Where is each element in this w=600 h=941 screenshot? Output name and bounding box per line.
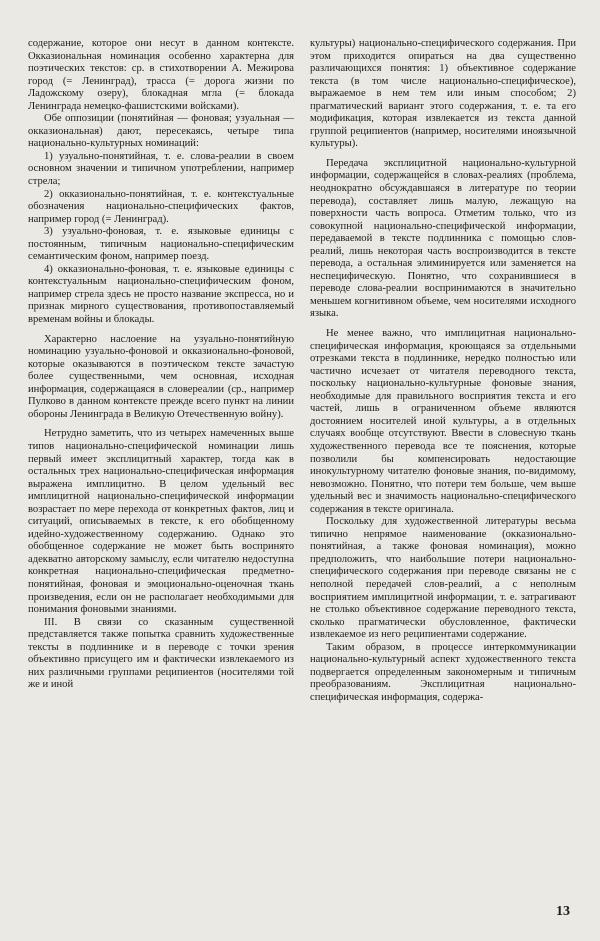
paragraph: 2) окказионально-понятийная, т. е. контекстуальные обозначения национально-специфических фактов, например город (= Ленинград). xyxy=(28,188,294,225)
paragraph: 1) узуально-понятийная, т. е. слова-реалии в своем основном значении и типичном употреблении, например стрела; xyxy=(28,150,294,188)
left-column xyxy=(28,38,294,704)
text-columns xyxy=(28,38,576,704)
paragraph: Таким образом, в процессе интеркоммуникации национально-культурный аспект художественного текста подвергается определенным закономерным и типичным преобразованиям. Эксплицитная национально-специфическая информация, содержа- xyxy=(310,641,576,703)
paragraph: Нетрудно заметить, что из четырех намеченных выше типов национально-специфической номинации лишь первый имеет эксплицитный характер, тогда как в остальных трех национально-специфическая информация выражена имплицитно. В целом удельный вес имплицитной национально-специфической информации возрастает по мере перехода от конкретных фактов, лиц и ситуаций, описываемых в тексте, к его обобщенному идейно-художественному содержанию. Однако это обобщенное содержание не может быть воспринято адекватно авторскому замыслу, если читателю недоступна конкретная национально-специфическая предметно-понятийная, фоновая и эмоционально-оценочная ткань произведения, если он не располагает необходимыми для понимания фоновыми знаниями. xyxy=(28,428,294,616)
paragraph: Не менее важно, что имплицитная национально-специфическая информация, кроющаяся за отдельными отрезками текста в подлиннике, нередко полностью или частично исчезает от читателя переводного текста, поскольку национально-культурные фоновые знания, необходимые для правильного восприятия текста и его частей, лишь в ограниченном объеме являются достоянием носителей иной культуры, а в отдельных случаях вообще отсутствуют. Ввести в словесную ткань художественного перевода все те пояснения, которые позволили бы компенсировать недостающие инокультурному читателю фоновые знания, по-видимому, невозможно. Понятно, что потери тем больше, чем выше удельный вес и значимость национально-специфического содержания в тексте оригинала. xyxy=(310,328,576,515)
paragraph: Передача эксплицитной национально-культурной информации, содержащейся в словах-реалиях (проблема, неоднократно обсуждавшаяся в литературе по теории перевода), составляет лишь малую, лежащую на поверхности часть вопроса. Отметим только, что из совокупной национально-специфической информации, передаваемой в тексте подлинника с помощью слов-реалий, лишь некоторая часть воспроизводится в тексте перевода, а остальная элиминируется или заменяется на неспецифическую. Понятно, что сохранившиеся в переводе слова-реалии воспринимаются в значительно меньшем когнитивном объеме, чем носителями исходного языка. xyxy=(310,157,576,320)
paragraph: III. В связи со сказанным существенной представляется также попытка сравнить художественные тексты в подлиннике и в переводе с точки зрения объективно присущего им и фактически извлекаемого из них различными группами реципиентов (носителями той же и иной xyxy=(28,616,294,691)
paragraph: Обе оппозиции (понятийная — фоновая; узуальная — окказиональная) дают, пересекаясь, четыре типа национально-культурных номинаций: xyxy=(28,113,294,150)
paragraph: Характерно наслоение на узуально-понятийную номинацию узуально-фоновой и окказионально-фоновой, которые оказываются в поэтическом тексте зачастую более существенными, чем основная, исходная информация, содержащаяся в словереалии (ср., например Пулково в данном контексте прежде всего пункт на линии обороны Ленинграда в Великую Отечественную войну). xyxy=(28,333,294,420)
page-number: 13 xyxy=(556,904,570,919)
paragraph: культуры) национально-специфического содержания. При этом приходится опираться на два существенно различающихся понятия: 1) объективное содержание текста (в том числе национально-специфическое), выражаемое в нем тем или иным способом; 2) прагматический вариант этого содержания, т. е. та его модификация, которая извлекается из текста данной группой реципиентов (например, носителями иноязычной культуры). xyxy=(310,38,576,150)
paragraph: Поскольку для художественной литературы весьма типично непрямое наименование (окказионально-понятийная, а также фоновая номинация), можно предположить, что наибольшие потери национально-специфического содержания при переводе связаны не с неполной передачей слов-реалий, а с неполным восприятием имплицитной информации, т. е. затрагивают не столько объективное содержание переводного текста, сколько прагматически обусловленное, фактически извлекаемое из него реципиентами содержание. xyxy=(310,516,576,641)
paragraph: 4) окказионально-фоновая, т. е. языковые единицы с контекстуальным национально-специфическим фоном, например стрела здесь не просто название экспресса, но и признак мирного существования, противопоставляемый временам войны и блокады. xyxy=(28,263,294,326)
paragraph: содержание, которое они несут в данном контексте. Окказиональная номинация особенно характерна для поэтических текстов: ср. в стихотворении А. Межирова город (= Ленинград), трасса (= дорога жизни по Ладожскому озеру), блокадная мгла (= блокада Ленинграда немецко-фашистскими войсками). xyxy=(28,38,294,112)
right-column xyxy=(310,38,576,704)
paragraph: 3) узуально-фоновая, т. е. языковые единицы с постоянным, типичным национально-специфическим семантическим фоном, например поезд. xyxy=(28,226,294,263)
